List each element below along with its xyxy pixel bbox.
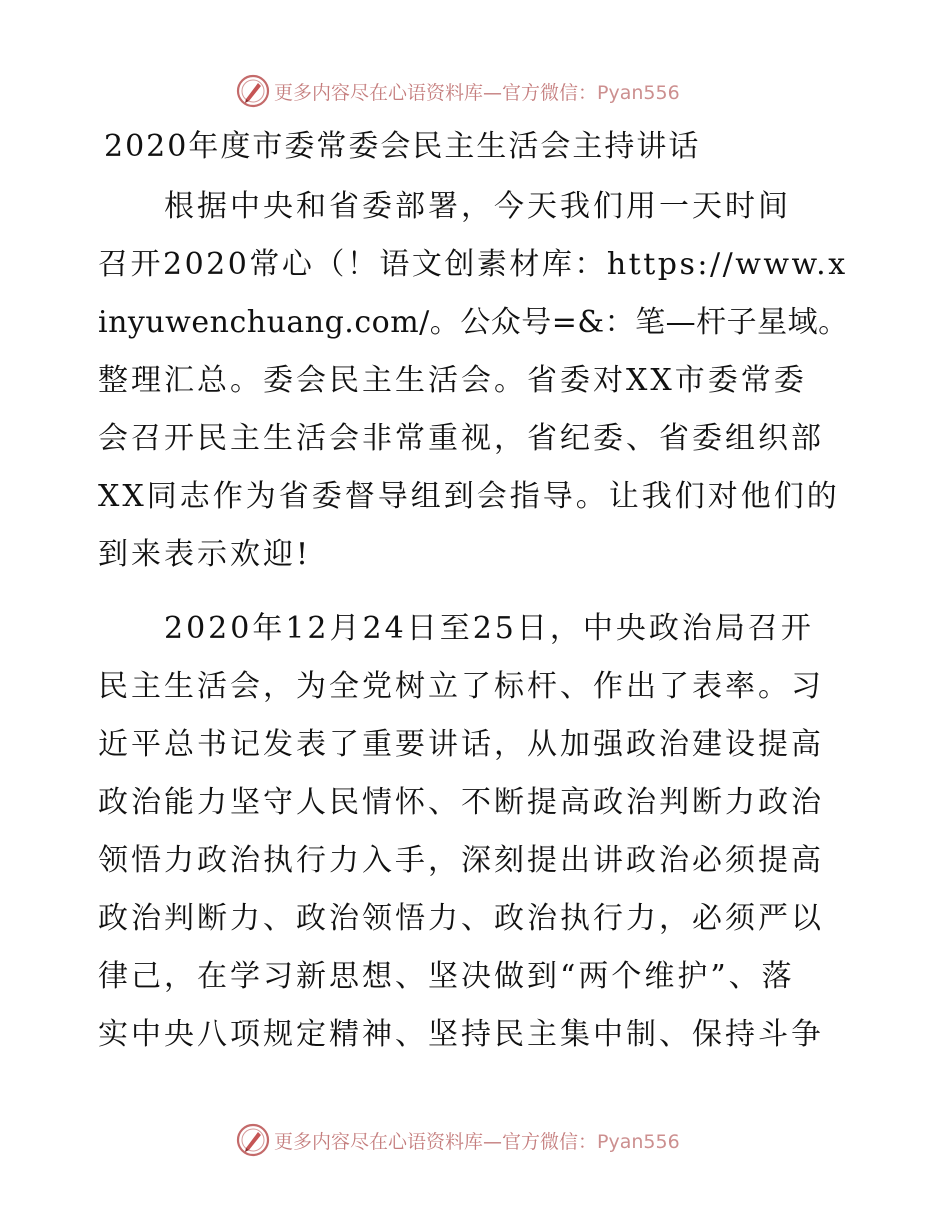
body-line: 政治能力坚守人民情怀、不断提高政治判断力政治 — [98, 785, 824, 820]
pen-logo-icon — [236, 74, 270, 108]
pen-logo-icon — [236, 1123, 270, 1157]
document-title: 2020年度市委常委会民主生活会主持讲话 — [104, 129, 701, 164]
footer-watermark-banner — [236, 1123, 680, 1157]
body-line: 领悟力政治执行力入手，深刻提出讲政治必须提高 — [98, 843, 824, 878]
body-line: 会召开民主生活会非常重视，省纪委、省委组织部 — [98, 421, 824, 456]
body-line: 民主生活会，为全党树立了标杆、作出了表率。习 — [98, 669, 824, 704]
body-line: 政治判断力、政治领悟力、政治执行力，必须严以 — [98, 901, 824, 936]
body-line: 2020年12月24日至25日，中央政治局召开 — [98, 611, 814, 646]
body-line: 召开2020常心（！语文创素材库：https://www.x — [98, 247, 848, 282]
body-line: 到来表示欢迎! — [98, 537, 312, 572]
header-watermark-banner — [236, 74, 680, 108]
watermark-text: 更多内容尽在心语资料库—官方微信：Pyan556 — [274, 1130, 680, 1153]
body-line: 根据中央和省委部署，今天我们用一天时间 — [98, 189, 791, 224]
body-line: 律己，在学习新思想、坚决做到“两个维护”、落 — [98, 959, 795, 994]
watermark-text: 更多内容尽在心语资料库—官方微信：Pyan556 — [274, 81, 680, 104]
body-line: 近平总书记发表了重要讲话，从加强政治建设提高 — [98, 727, 824, 762]
body-line: 整理汇总。委会民主生活会。省委对XX市委常委 — [98, 363, 807, 398]
body-line: 实中央八项规定精神、坚持民主集中制、保持斗争 — [98, 1017, 824, 1052]
body-line: XX同志作为省委督导组到会指导。让我们对他们的 — [98, 479, 840, 514]
body-line: inyuwenchuang.com/。公众号=&：笔—杆子星域。 — [98, 305, 849, 340]
